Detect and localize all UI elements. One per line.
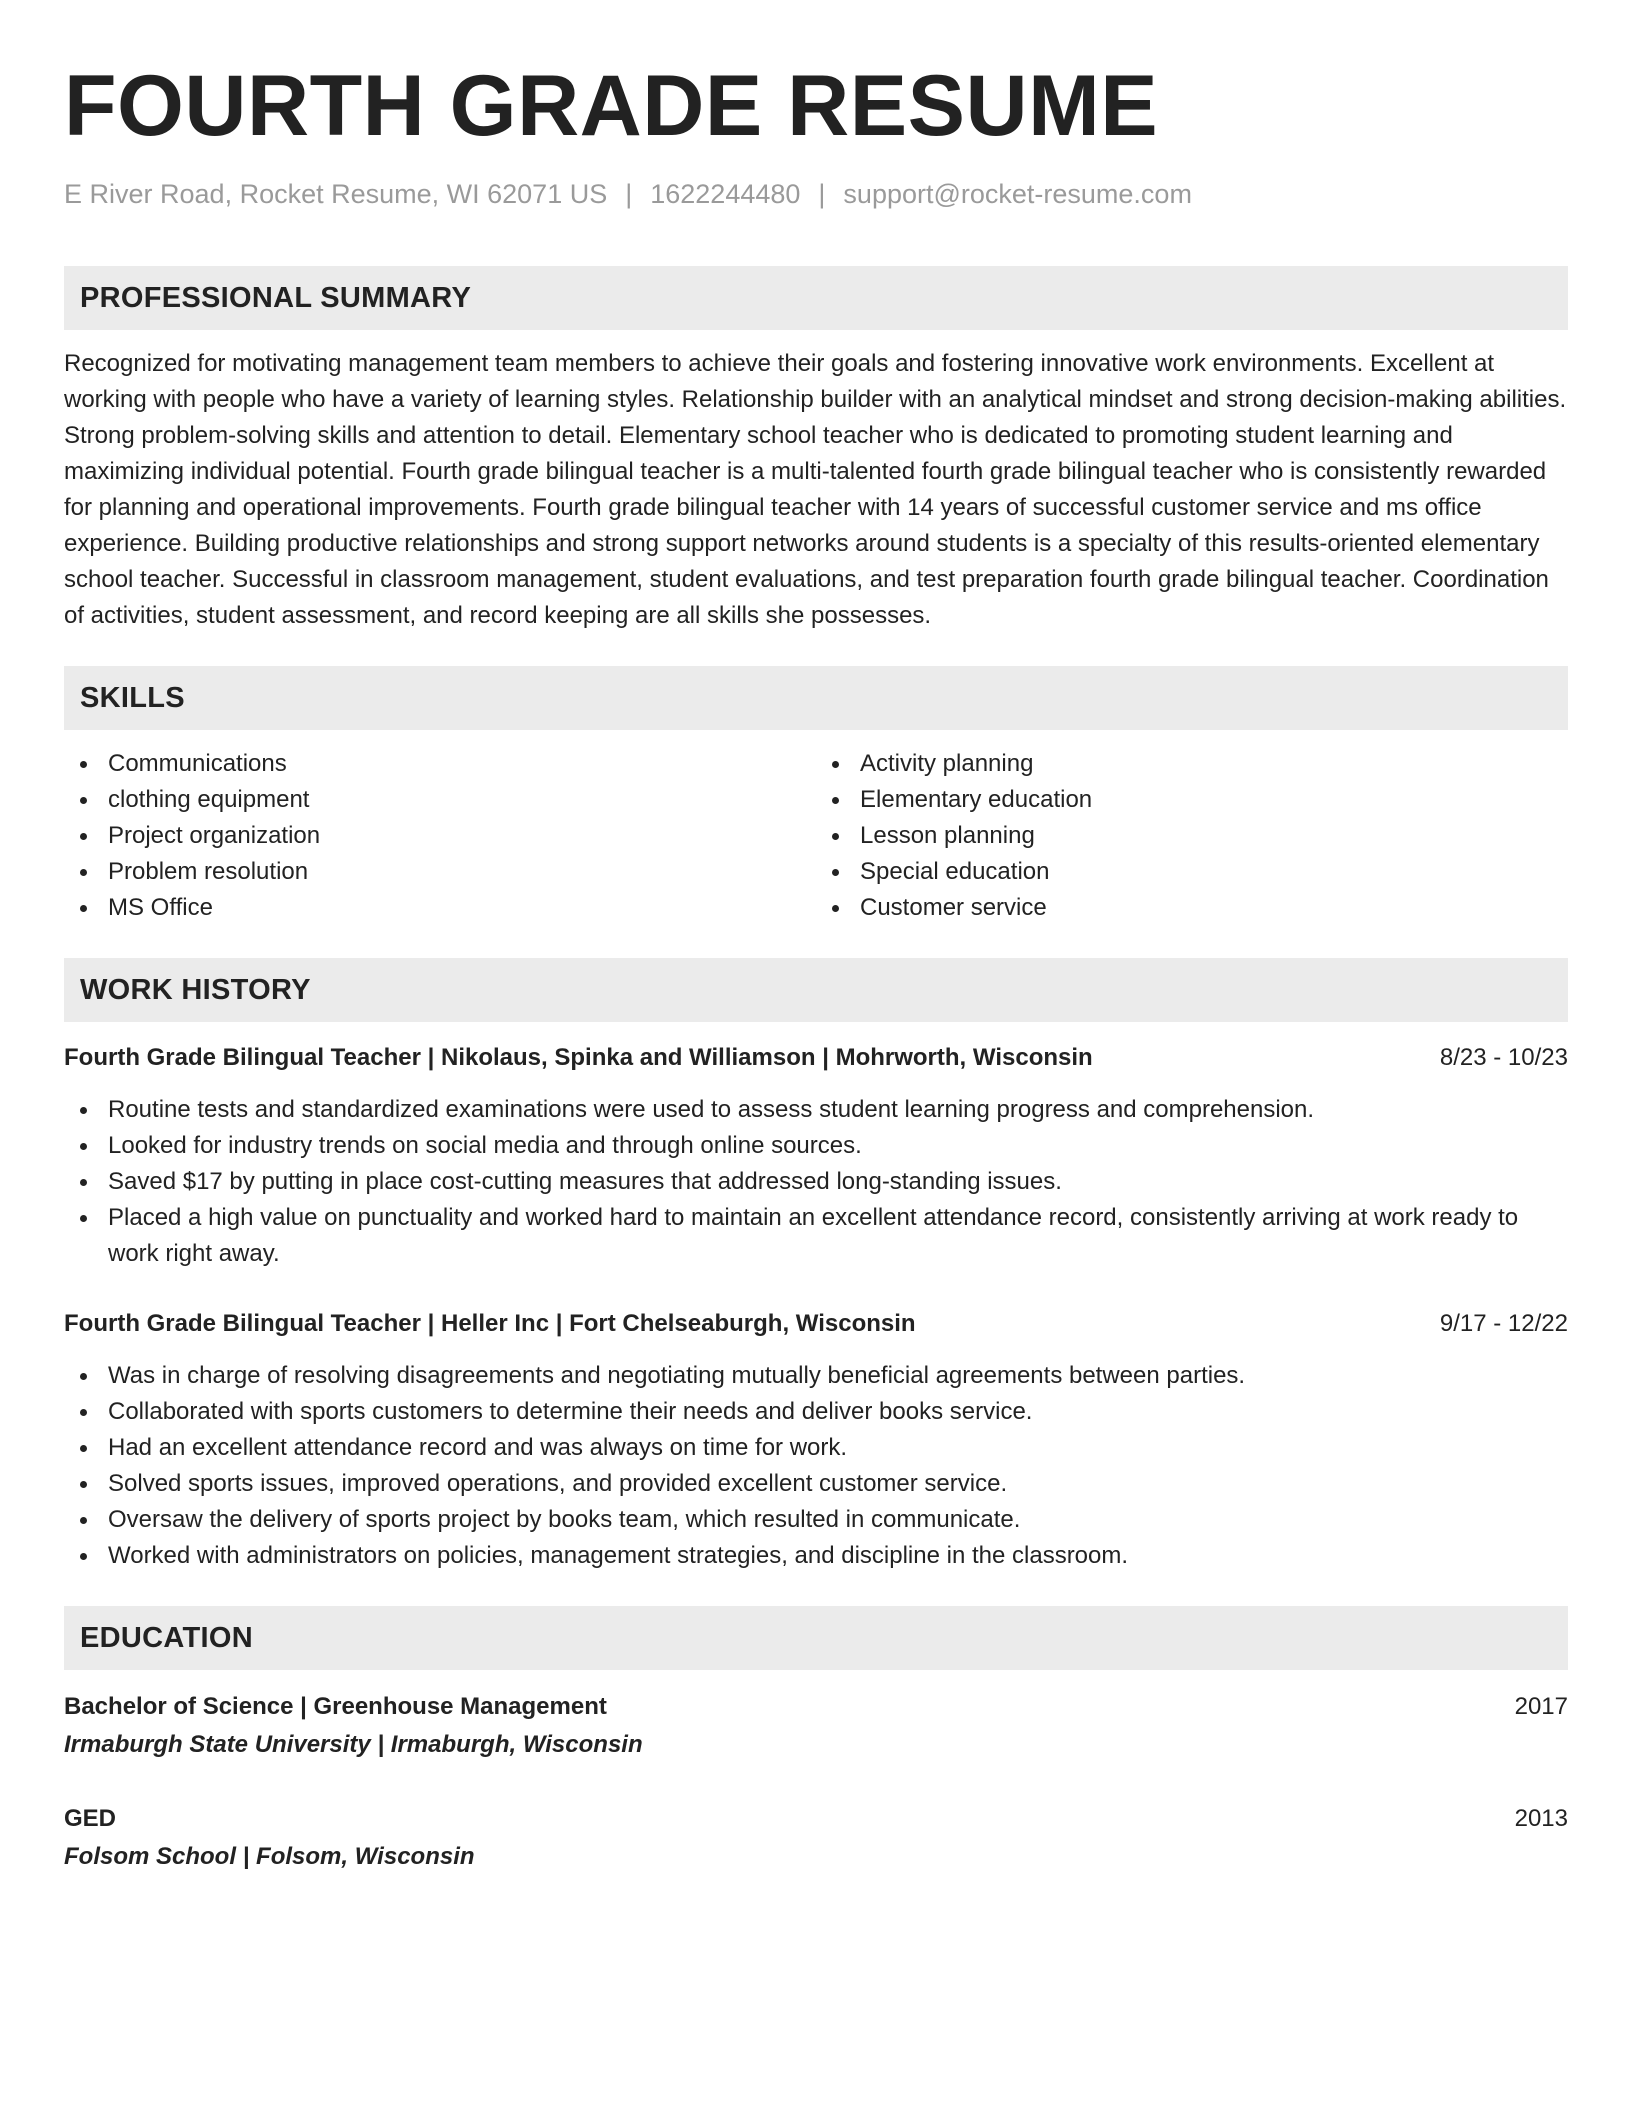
education-school: Irmaburgh State University | Irmaburgh, Wisconsin xyxy=(64,1731,643,1758)
education-school: Folsom School | Folsom, Wisconsin xyxy=(64,1843,475,1870)
skill-item: Lesson planning xyxy=(816,818,1568,854)
skill-item: Special education xyxy=(816,854,1568,890)
contact-separator: | xyxy=(818,179,826,209)
job-duties xyxy=(64,1092,1568,1272)
contact-separator: | xyxy=(625,179,633,209)
job-title: Fourth Grade Bilingual Teacher | Nikolaus, Spinka and Williamson | Mohrworth, Wisconsin xyxy=(64,1044,1093,1071)
skill-item: clothing equipment xyxy=(64,782,816,818)
contact-email: support@rocket-resume.com xyxy=(843,179,1192,209)
job-header xyxy=(64,1306,1568,1342)
job-duty: Collaborated with sports customers to determine their needs and deliver books service. xyxy=(64,1394,1568,1430)
job-header xyxy=(64,1040,1568,1076)
resume-title: FOURTH GRADE RESUME xyxy=(64,58,1159,154)
skill-item: Elementary education xyxy=(816,782,1568,818)
education-section xyxy=(64,1606,1568,1876)
job-duties xyxy=(64,1358,1568,1574)
education-entry xyxy=(64,1688,1568,1764)
job-duty: Oversaw the delivery of sports project by books team, which resulted in communicate. xyxy=(64,1502,1568,1538)
skills-section xyxy=(64,666,1568,926)
contact-address: E River Road, Rocket Resume, WI 62071 US xyxy=(64,179,608,209)
job-title: Fourth Grade Bilingual Teacher | Heller Inc | Fort Chelseaburgh, Wisconsin xyxy=(64,1310,916,1337)
education-header xyxy=(64,1688,1568,1726)
education-heading: EDUCATION xyxy=(64,1606,1568,1670)
skill-item: MS Office xyxy=(64,890,816,926)
education-degree: Bachelor of Science | Greenhouse Management xyxy=(64,1693,607,1720)
job-entry xyxy=(64,1040,1568,1272)
job-dates: 9/17 - 12/22 xyxy=(1439,1310,1568,1337)
summary-text: Recognized for motivating management team members to achieve their goals and fostering innovative work environments. Excellent at working with people who have a variety of learning styles. Relationship builder with an analytical mindset and strong decision-making abilities. Strong problem-solving skills and attention to detail. Elementary school teacher who is dedicated to promoting student learning and maximizing individual potential. Fourth grade bilingual teacher is a multi-talented fourth grade bilingual teacher who is consistently rewarded for planning and operational improvements. Fourth grade bilingual teacher with 14 years of successful customer service and ms office experience. Building productive relationships and strong support networks around students is a specialty of this results-oriented elementary school teacher. Successful in classroom management, student evaluations, and test preparation fourth grade bilingual teacher. Coordination of activities, student assessment, and record keeping are all skills she possesses. xyxy=(64,350,1567,629)
skill-item: Problem resolution xyxy=(64,854,816,890)
skill-item: Activity planning xyxy=(816,746,1568,782)
work-history-section xyxy=(64,958,1568,1574)
job-duty: Was in charge of resolving disagreements and negotiating mutually beneficial agreements between parties. xyxy=(64,1358,1568,1394)
job-dates: 8/23 - 10/23 xyxy=(1439,1044,1568,1071)
job-entry xyxy=(64,1306,1568,1574)
job-duty: Had an excellent attendance record and was always on time for work. xyxy=(64,1430,1568,1466)
education-entry xyxy=(64,1800,1568,1876)
job-duty: Placed a high value on punctuality and worked hard to maintain an excellent attendance record, consistently arriving at work ready to work right away. xyxy=(64,1200,1568,1272)
job-duty: Worked with administrators on policies, management strategies, and discipline in the classroom. xyxy=(64,1538,1568,1574)
job-duty: Solved sports issues, improved operations, and provided excellent customer service. xyxy=(64,1466,1568,1502)
summary-heading: PROFESSIONAL SUMMARY xyxy=(64,266,1568,330)
education-header xyxy=(64,1800,1568,1838)
skill-item: Communications xyxy=(64,746,816,782)
contact-line xyxy=(64,176,1568,212)
summary-section xyxy=(64,266,1568,634)
work-history-heading: WORK HISTORY xyxy=(64,958,1568,1022)
skill-item: Project organization xyxy=(64,818,816,854)
job-duty: Routine tests and standardized examinations were used to assess student learning progress and comprehension. xyxy=(64,1092,1568,1128)
job-duty: Looked for industry trends on social media and through online sources. xyxy=(64,1128,1568,1164)
skills-list-left xyxy=(64,746,816,926)
skills-list-right xyxy=(816,746,1568,926)
skill-item: Customer service xyxy=(816,890,1568,926)
education-year: 2013 xyxy=(1514,1805,1568,1832)
education-year: 2017 xyxy=(1514,1693,1568,1720)
education-degree: GED xyxy=(64,1805,117,1832)
skills-grid xyxy=(64,746,1568,926)
skills-heading: SKILLS xyxy=(64,666,1568,730)
contact-phone: 1622244480 xyxy=(650,179,801,209)
job-duty: Saved $17 by putting in place cost-cutting measures that addressed long-standing issues. xyxy=(64,1164,1568,1200)
